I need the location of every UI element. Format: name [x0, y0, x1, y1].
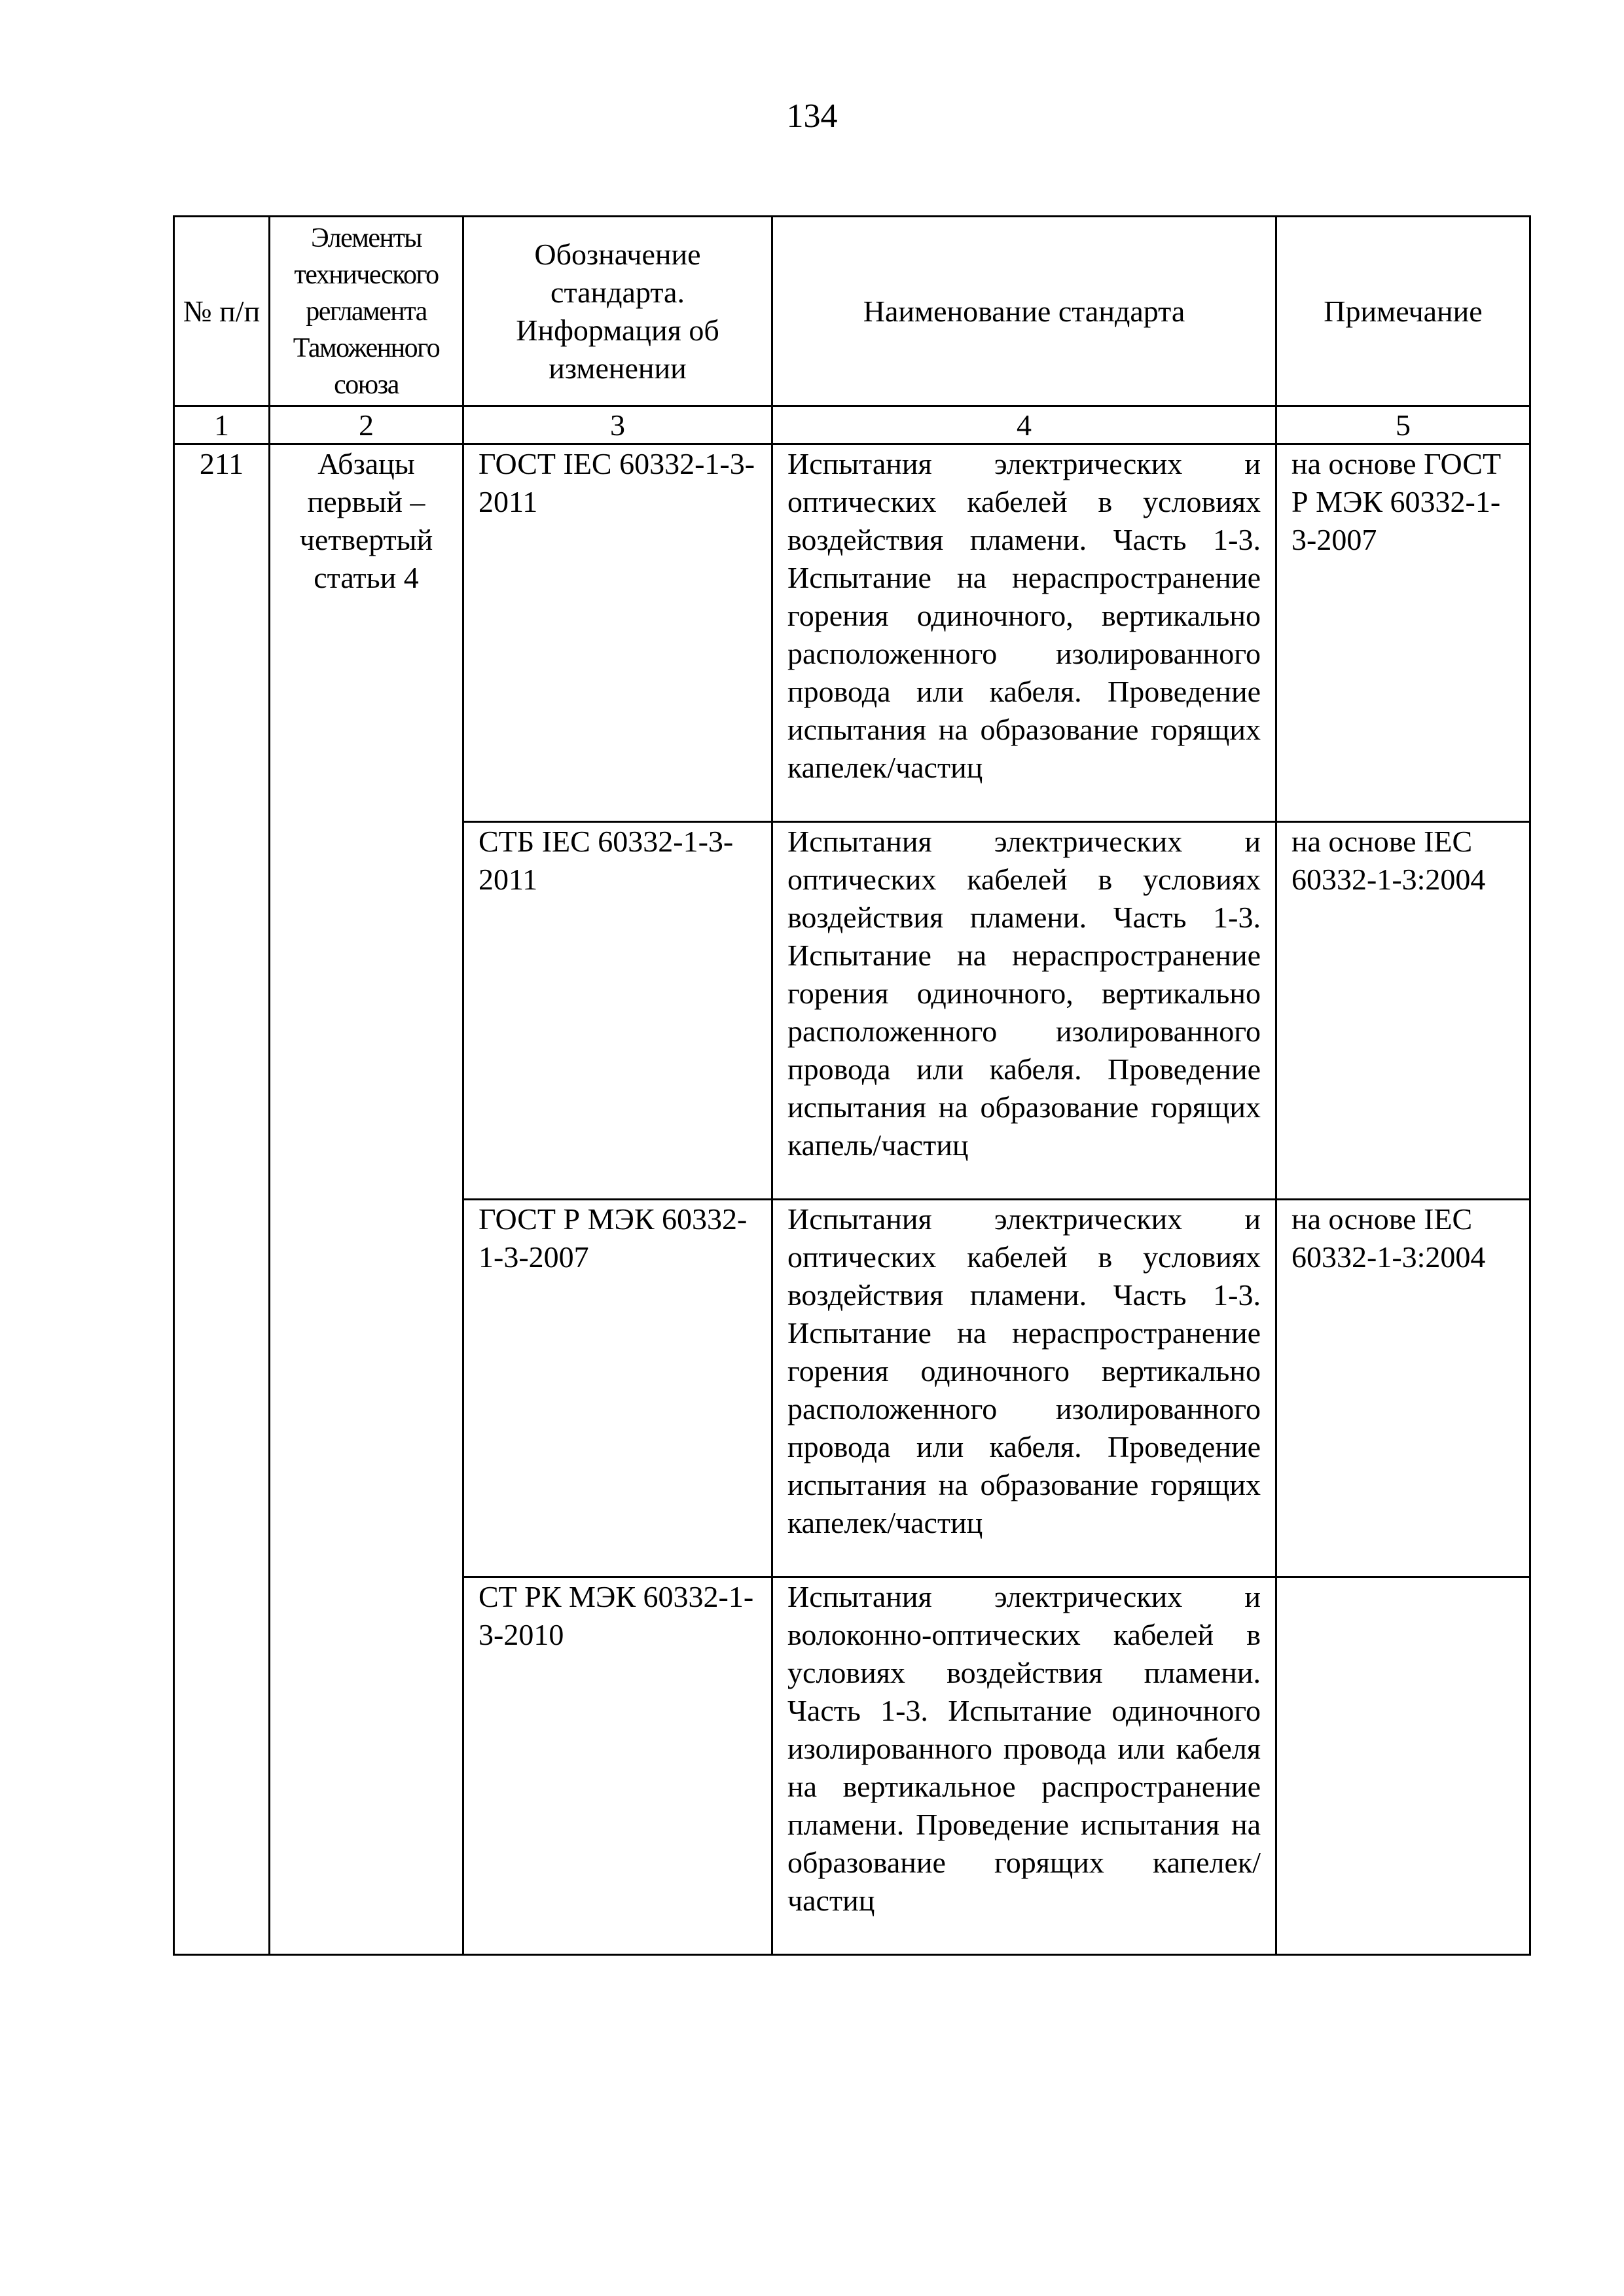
note-cell: на основе ГОСТ Р МЭК 60332-1-3-2007 — [1276, 444, 1530, 822]
header-standard-name: Наименование стандарта — [772, 217, 1276, 406]
standard-name-cell: Испытания электрических и волоконно-оптических кабелей в условиях воздействия пламени. Часть 1-3. Испытание одиночного изолированного провода или кабеля на вертикальное распространение пламени. Проведение испытания на образование горящих капелек/частиц — [772, 1577, 1276, 1955]
item-number-cell: 211 — [174, 444, 270, 1955]
header-regulation-elements: Элементы технического регламента Таможенного союза — [270, 217, 463, 406]
note-cell: на основе IEC 60332-1-3:2004 — [1276, 822, 1530, 1200]
page-number: 134 — [786, 98, 838, 135]
header-standard-designation: Обозначение стандарта. Информация об изменении — [463, 217, 772, 406]
column-number-row — [174, 406, 1530, 444]
note-cell: на основе IEC 60332-1-3:2004 — [1276, 1200, 1530, 1577]
standards-table — [173, 215, 1531, 1956]
standard-code-cell: ГОСТ Р МЭК 60332-1-3-2007 — [463, 1200, 772, 1577]
standard-code-cell: ГОСТ IEC 60332-1-3-2011 — [463, 444, 772, 822]
table-row — [174, 444, 1530, 822]
standard-name-cell: Испытания электрических и оптических кабелей в условиях воздействия пламени. Часть 1-3. Испытание на нераспространение горения одиночного, вертикально расположенного изолированного провода или кабеля. Проведение испытания на образование горящих капель/частиц — [772, 822, 1276, 1200]
table-header-row — [174, 217, 1530, 406]
standard-code-cell: СТБ IEC 60332-1-3-2011 — [463, 822, 772, 1200]
note-cell — [1276, 1577, 1530, 1955]
column-number: 3 — [463, 406, 772, 444]
regulation-elements-cell: Абзацы первый – четвертый статьи 4 — [270, 444, 463, 1955]
standard-name-cell: Испытания электрических и оптических кабелей в условиях воздействия пламени. Часть 1-3. Испытание на нераспространение горения одиночного вертикально расположенного изолированного провода или кабеля. Проведение испытания на образование горящих капелек/частиц — [772, 1200, 1276, 1577]
header-item-number: № п/п — [174, 217, 270, 406]
column-number: 2 — [270, 406, 463, 444]
header-note: Примечание — [1276, 217, 1530, 406]
column-number: 5 — [1276, 406, 1530, 444]
standard-name-cell: Испытания электрических и оптических кабелей в условиях воздействия пламени. Часть 1-3. Испытание на нераспространение горения одиночного, вертикально расположенного изолированного провода или кабеля. Проведение испытания на образование горящих капелек/частиц — [772, 444, 1276, 822]
standard-code-cell: СТ РК МЭК 60332-1-3-2010 — [463, 1577, 772, 1955]
column-number: 4 — [772, 406, 1276, 444]
column-number: 1 — [174, 406, 270, 444]
